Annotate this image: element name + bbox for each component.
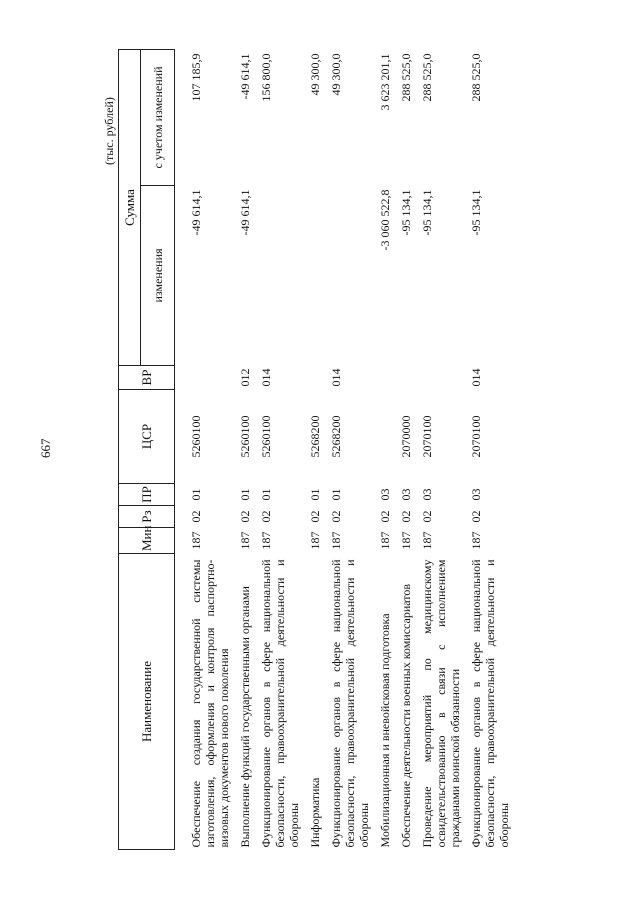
row-vr <box>420 366 469 390</box>
table-row <box>378 50 399 850</box>
row-rz: 02 <box>378 510 392 523</box>
row-csr: 2070000 <box>399 415 413 458</box>
table-row <box>469 50 518 850</box>
table-row <box>238 50 259 850</box>
row-min: 187 <box>189 531 203 550</box>
row-csr: 2070100 <box>420 415 434 458</box>
row-pr: 03 <box>399 488 413 501</box>
row-total: 107 185,9 <box>189 53 203 102</box>
row-rz: 02 <box>189 510 203 523</box>
row-rz: 02 <box>420 510 434 523</box>
page-number: 667 <box>38 438 53 458</box>
row-csr: 5268200 <box>329 415 343 458</box>
row-csr: 2070100 <box>469 415 483 458</box>
row-vr: 012 <box>238 368 252 387</box>
row-min: 187 <box>308 531 322 550</box>
row-vr <box>175 366 239 390</box>
row-min: 187 <box>420 531 434 550</box>
row-min: 187 <box>399 531 413 550</box>
row-change <box>308 186 329 366</box>
row-csr: 5260100 <box>238 415 252 458</box>
row-pr: 01 <box>238 488 252 501</box>
table-body <box>175 50 519 850</box>
row-vr <box>308 366 329 390</box>
row-total: 288 525,0 <box>469 53 483 102</box>
header-min: Мин <box>119 528 175 554</box>
row-csr <box>378 390 399 484</box>
row-total: 49 300,0 <box>329 53 343 96</box>
row-name: Выполнение функций государственными органами <box>238 586 252 848</box>
row-csr: 5260100 <box>259 415 273 458</box>
table-row <box>175 50 239 850</box>
row-pr: 03 <box>420 488 434 501</box>
row-name: Функционирование органов в сфере национальной безопасности, правоохранительной деятельности и обороны <box>329 559 371 848</box>
header-rz: Рз <box>119 506 175 528</box>
row-pr: 01 <box>329 488 343 501</box>
row-change <box>259 186 308 366</box>
table-header <box>119 50 175 850</box>
row-name: Информатика <box>308 777 322 848</box>
row-min: 187 <box>238 531 252 550</box>
row-change: -49 614,1 <box>189 189 203 236</box>
row-name: Функционирование органов в сфере национальной безопасности, правоохранительной деятельности и обороны <box>469 559 511 848</box>
row-min: 187 <box>378 531 392 550</box>
row-vr: 014 <box>469 368 483 387</box>
row-total: 288 525,0 <box>399 53 413 102</box>
row-total: -49 614,1 <box>238 53 252 100</box>
units-label: (тыс. рублей) <box>102 97 116 165</box>
row-pr: 01 <box>259 488 273 501</box>
row-change: -95 134,1 <box>469 189 483 236</box>
row-change: -95 134,1 <box>399 189 413 236</box>
row-rz: 02 <box>469 510 483 523</box>
header-changes: изменения <box>141 186 175 366</box>
row-name: Проведение мероприятий по медицинскому освидетельствованию в связи с исполнением гражданами воинской обязанности <box>420 559 462 848</box>
budget-table <box>118 49 518 850</box>
row-total: 156 800,0 <box>259 53 273 102</box>
table-row <box>399 50 420 850</box>
row-vr <box>399 366 420 390</box>
row-total: 3 623 201,1 <box>378 53 392 111</box>
header-csr: ЦСР <box>119 390 175 484</box>
header-pr: ПР <box>119 484 175 506</box>
row-name: Мобилизационная и вневойсковая подготовка <box>378 613 392 848</box>
row-change: -3 060 522,8 <box>378 189 392 251</box>
row-rz: 02 <box>238 510 252 523</box>
row-total: 49 300,0 <box>308 53 322 96</box>
row-pr: 03 <box>469 488 483 501</box>
row-change: -95 134,1 <box>420 189 434 236</box>
row-pr: 01 <box>189 488 203 501</box>
row-min: 187 <box>329 531 343 550</box>
header-with-changes: с учетом изменений <box>141 50 175 186</box>
row-rz: 02 <box>329 510 343 523</box>
row-change: -49 614,1 <box>238 189 252 236</box>
row-rz: 02 <box>399 510 413 523</box>
row-pr: 01 <box>308 488 322 501</box>
row-min: 187 <box>259 531 273 550</box>
row-name: Обеспечение создания государственной системы изготовления, оформления и контроля паспортно-визовых документов нового поколения <box>189 559 231 848</box>
row-min: 187 <box>469 531 483 550</box>
row-vr <box>378 366 399 390</box>
table-row <box>259 50 308 850</box>
table-row <box>420 50 469 850</box>
row-csr: 5260100 <box>189 415 203 458</box>
table-row <box>308 50 329 850</box>
header-sum: Сумма <box>119 50 141 366</box>
row-rz: 02 <box>308 510 322 523</box>
row-name: Функционирование органов в сфере национальной безопасности, правоохранительной деятельности и обороны <box>259 559 301 848</box>
row-vr: 014 <box>329 368 343 387</box>
header-name: Наименование <box>119 554 175 850</box>
header-vr: ВР <box>119 366 175 390</box>
row-rz: 02 <box>259 510 273 523</box>
row-name: Обеспечение деятельности военных комиссариатов <box>399 583 413 848</box>
row-pr: 03 <box>378 488 392 501</box>
row-csr: 5268200 <box>308 415 322 458</box>
row-total: 288 525,0 <box>420 53 434 102</box>
rotated-table-region <box>100 50 580 850</box>
row-vr: 014 <box>259 368 273 387</box>
table-row <box>329 50 378 850</box>
row-change <box>329 186 378 366</box>
